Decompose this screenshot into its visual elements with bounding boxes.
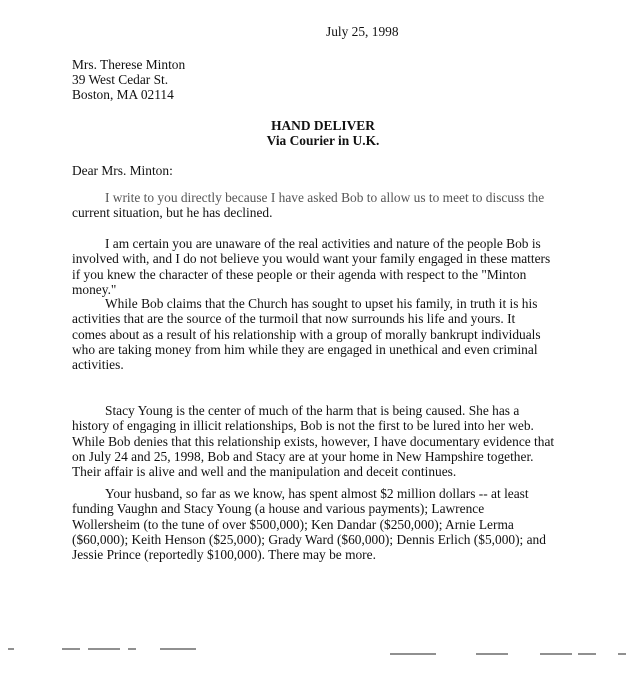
recipient-city: Boston, MA 02114 [72, 87, 174, 102]
paragraph-line: I write to you directly because I have asked Bob to allow us to meet to discuss the [105, 190, 545, 205]
paragraph-line: who are taking money from him while they are engaged in unethical and even criminal [72, 341, 538, 357]
delivery-instruction: HAND DELIVER [271, 118, 375, 133]
paragraph-line: Your husband, so far as we know, has spent almost $2 million dollars -- at least [105, 486, 529, 501]
paragraph-line: money." [72, 281, 117, 297]
paragraph-line: comes about as a result of his relationship with a group of morally bankrupt individuals [72, 326, 541, 342]
paragraph-line: While Bob claims that the Church has sought to upset his family, in truth it is his [105, 296, 538, 311]
paragraph-line: activities. [72, 357, 124, 373]
recipient-street: 39 West Cedar St. [72, 72, 169, 87]
delivery-method: Via Courier in U.K. [266, 133, 380, 148]
paragraph-line: history of engaging in illicit relationships, Bob is not the first to be lured into her web. [72, 418, 534, 434]
paragraph-line: Their affair is alive and well and the manipulation and deceit continues. [72, 464, 457, 480]
paragraph-line: Jessie Prince (reportedly $100,000). There may be more. [72, 547, 376, 563]
recipient-name: Mrs. Therese Minton [72, 57, 186, 72]
paragraph-line: on July 24 and 25, 1998, Bob and Stacy are at your home in New Hampshire together. [72, 448, 534, 464]
paragraph-line: I am certain you are unaware of the real activities and nature of the people Bob is [105, 236, 541, 251]
letter-date: July 25, 1998 [326, 24, 399, 39]
paragraph-line: if you knew the character of these people or their agenda with respect to the "Minton [72, 266, 527, 282]
paragraph-line: involved with, and I do not believe you would want your family engaged in these matters [72, 251, 551, 267]
paragraph-line: Stacy Young is the center of much of the harm that is being caused. She has a [105, 403, 520, 418]
salutation: Dear Mrs. Minton: [72, 163, 173, 178]
paragraph-line: funding Vaughn and Stacy Young (a house and various payments); Lawrence [72, 501, 485, 517]
paragraph-line: activities that are the source of the turmoil that now surrounds his life and yours. It [72, 311, 516, 327]
paragraph-line: ($60,000); Keith Henson ($25,000); Grady Ward ($60,000); Dennis Erlich ($5,000); and [72, 531, 546, 547]
paragraph-line: Wollersheim (to the tune of over $500,000); Ken Dandar ($250,000); Arnie Lerma [72, 516, 514, 532]
paragraph-line: current situation, but he has declined. [72, 205, 273, 221]
paragraph-line: While Bob denies that this relationship exists, however, I have documentary evidence that [72, 433, 555, 449]
